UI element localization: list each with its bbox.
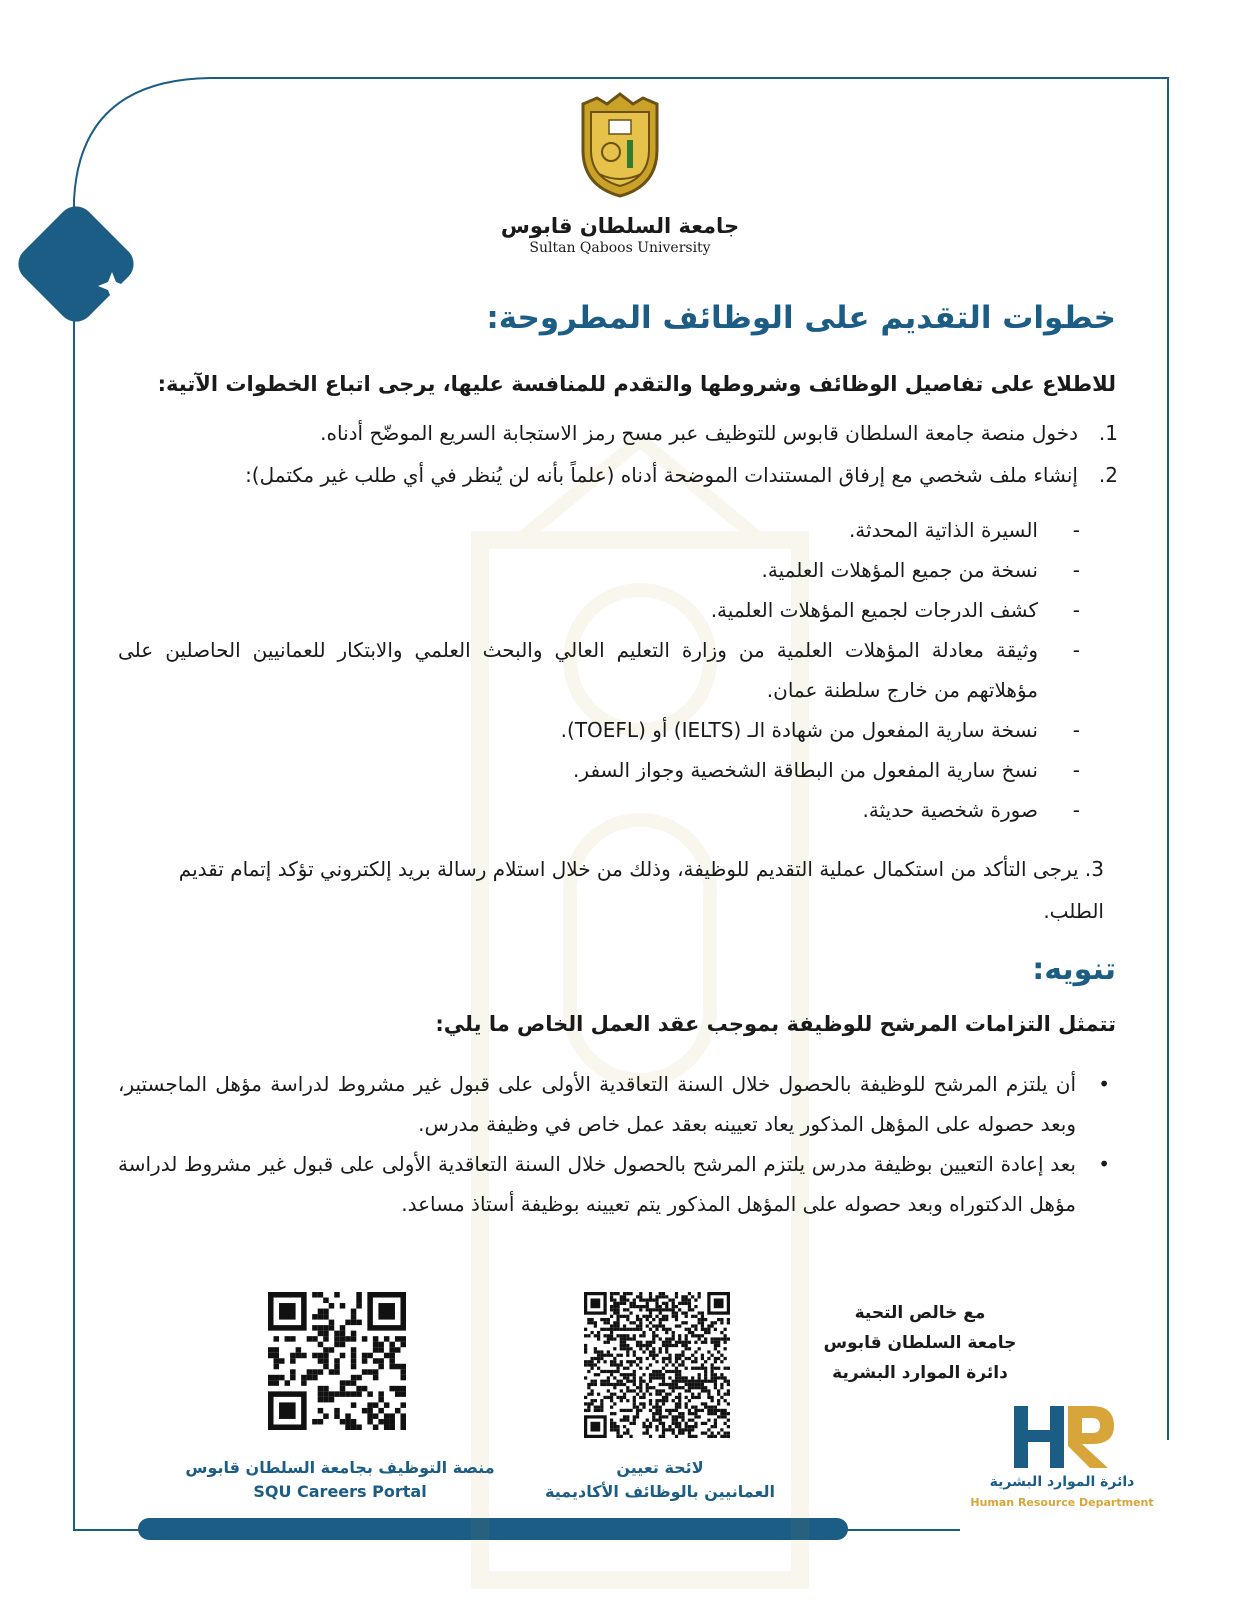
careers-portal-caption: منصة التوظيف بجامعة السلطان قابوس SQU Careers Portal [185, 1458, 495, 1501]
hr-department-name-ar: دائرة الموارد البشرية [989, 1474, 1135, 1490]
obligations-list [118, 1064, 1110, 1224]
step-1 [320, 420, 1118, 446]
notice-title: تنويه: [1032, 952, 1116, 987]
sign-off: مع خالص التحية جامعة السلطان قابوس دائرة الموارد البشرية [823, 1303, 1017, 1383]
list-item: - كشف الدرجات لجميع المؤهلات العلمية. [118, 590, 1038, 630]
dash-marker: - [1072, 558, 1080, 582]
step-text: دخول منصة جامعة السلطان قابوس للتوظيف عبر مسح رمز الاستجابة السريع الموضّح أدناه. [320, 421, 1078, 445]
regulation-qr[interactable] [580, 1288, 734, 1446]
dash-marker: - [1072, 598, 1080, 622]
bullet-marker: • [1098, 1152, 1110, 1176]
hr-department-logo-icon [992, 1400, 1132, 1472]
list-item: - نسخ سارية المفعول من البطاقة الشخصية وجواز السفر. [118, 750, 1038, 790]
university-name-en: Sultan Qaboos University [529, 240, 711, 256]
hr-department-name-en: Human Resource Department [970, 1496, 1154, 1509]
list-item: - نسخة من جميع المؤهلات العلمية. [118, 550, 1038, 590]
step-number: 1. [1098, 421, 1118, 445]
qr-code-icon[interactable] [268, 1292, 406, 1430]
list-item: - السيرة الذاتية المحدثة. [118, 510, 1038, 550]
list-item: - نسخة سارية المفعول من شهادة الـ (IELTS) أو (TOEFL). [118, 710, 1038, 750]
bullet-marker: • [1098, 1072, 1110, 1096]
step-number: 2. [1098, 463, 1118, 487]
list-item: • بعد إعادة التعيين بوظيفة مدرس يلتزم المرشح بالحصول خلال السنة التعاقدية الأولى على قبول غير مشروط لدراسة مؤهل الدكتوراه وبعد حصوله على المؤهل المذكور يتم تعيينه بوظيفة أستاذ مساعد. [118, 1144, 1076, 1224]
dash-marker: - [1072, 518, 1080, 542]
notice-subtitle: تتمثل التزامات المرشح للوظيفة بموجب عقد العمل الخاص ما يلي: [435, 1012, 1116, 1036]
list-item: - وثيقة معادلة المؤهلات العلمية من وزارة التعليم العالي والبحث العلمي والابتكار للعمانيين الحاصلين على مؤهلاتهم من خارج سلطنة عمان. [118, 630, 1038, 710]
qr-code-icon[interactable] [584, 1292, 730, 1438]
dash-marker: - [1072, 638, 1080, 662]
step-2 [245, 462, 1118, 488]
regulation-caption: لائحة تعيين العمانيين بالوظائف الأكاديمية [545, 1458, 775, 1501]
intro-text: للاطلاع على تفاصيل الوظائف وشروطها والتقدم للمنافسة عليها، يرجى اتباع الخطوات الآتية: [157, 372, 1116, 396]
step-3: 3. يرجى التأكد من استكمال عملية التقديم للوظيفة، وذلك من خلال استلام رسالة بريد إلكتروني تؤكد إتمام تقديم الطلب. [178, 857, 1104, 923]
diamond-ornament-icon [11, 199, 141, 329]
dash-marker: - [1072, 798, 1080, 822]
dash-marker: - [1072, 718, 1080, 742]
list-item: - صورة شخصية حديثة. [118, 790, 1038, 830]
careers-portal-qr[interactable] [268, 1292, 406, 1434]
required-documents-list [118, 510, 1080, 830]
university-logo [560, 90, 680, 200]
list-item: • أن يلتزم المرشح للوظيفة بالحصول خلال السنة التعاقدية الأولى على قبول غير مشروط لدراسة مؤهل الماجستير، وبعد حصوله على المؤهل المذكور يعاد تعيينه بعقد عمل خاص في وظيفة مدرس. [118, 1064, 1076, 1144]
page-title: خطوات التقديم على الوظائف المطروحة: [486, 300, 1116, 336]
university-seal-icon [577, 90, 663, 200]
dash-marker: - [1072, 758, 1080, 782]
step-text: إنشاء ملف شخصي مع إرفاق المستندات الموضحة أدناه (علماً بأنه لن يُنظر في أي طلب غير مكتمل): [245, 463, 1078, 487]
university-name-ar: جامعة السلطان قابوس [500, 214, 740, 238]
